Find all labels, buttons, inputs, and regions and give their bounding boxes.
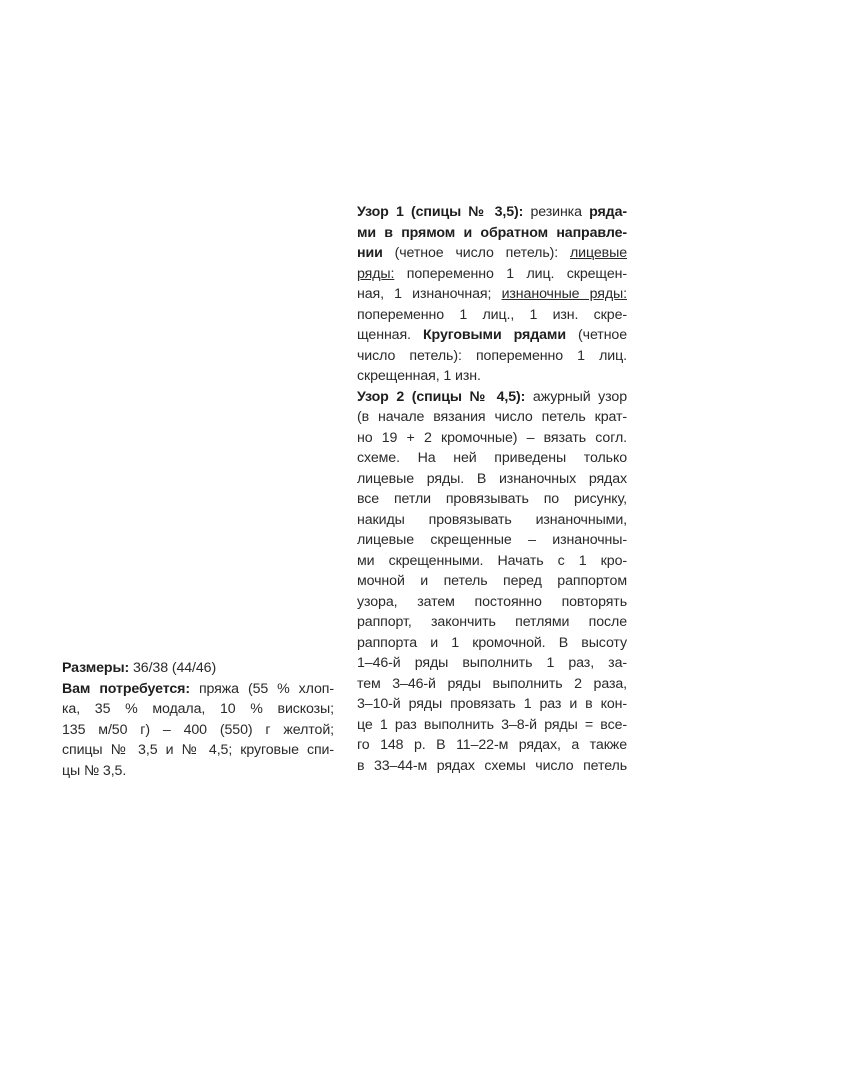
pattern2-line-16: 3–10-й ряды провязать 1 раз и в кон-	[357, 696, 627, 712]
sizes-label: Размеры:	[62, 660, 130, 676]
pattern2-line-4: схеме. На ней приведены только	[357, 450, 627, 466]
pattern2-line-18: го 148 р. В 11–22-м рядах, а также	[357, 737, 627, 753]
wrong-side-rows-label: изнаночные ряды:	[501, 286, 627, 302]
materials-line-3: 135 м/50 г) – 400 (550) г желтой;	[62, 721, 334, 738]
pattern2-label: Узор 2 (спицы № 4,5):	[357, 388, 526, 405]
pattern2-line-9: ми скрещенными. Начать с 1 кро-	[357, 552, 627, 569]
round-rows-label: Круговыми рядами	[423, 327, 566, 343]
pattern1-line-2: ми в прямом и обратном направле-	[357, 224, 627, 241]
pattern2-line-17: це 1 раз выполнить 3–8-й ряды = все-	[357, 716, 627, 733]
materials-line-1: Вам потребуется: пряжа (55 % хлоп-	[62, 680, 334, 697]
pattern1-line-3: нии (четное число петель): лицевые	[357, 245, 627, 261]
pattern2-line-14: 1–46-й ряды выполнить 1 раз, за-	[357, 655, 627, 671]
pattern2-line-1: Узор 2 (спицы № 4,5): ажурный узор	[357, 388, 627, 405]
pattern2-line-11: узора, затем постоянно повторять	[357, 593, 627, 610]
right-side-rows-label: лицевые	[570, 245, 627, 261]
pattern2-line-12: раппорт, закончить петлями после	[357, 614, 627, 630]
pattern2-line-7: накиды провязывать изнаночными,	[357, 511, 627, 528]
pattern2-line-10: мочной и петель перед раппортом	[357, 573, 627, 589]
pattern2-line-2: (в начале вязания число петель крат-	[357, 409, 627, 425]
pattern1-line-6: попеременно 1 лиц., 1 изн. скре-	[357, 306, 627, 323]
pattern2-line-5: лицевые ряды. В изнаночных рядах	[357, 470, 627, 487]
pattern2-line-15: тем 3–46-й ряды выполнить 2 раза,	[357, 675, 627, 692]
pattern1-line-9: скрещенная, 1 изн.	[357, 368, 481, 384]
materials-line-5: цы № 3,5.	[62, 762, 127, 779]
pattern1-label: Узор 1 (спицы № 3,5):	[357, 204, 524, 220]
sizes-value: 36/38 (44/46)	[129, 660, 217, 676]
pattern2-line-3: но 19 + 2 кромочные) – вязать согл.	[357, 429, 627, 446]
materials-line-4: спицы № 3,5 и № 4,5; круговые спи-	[62, 742, 334, 758]
right-column	[357, 202, 627, 776]
pattern1-line-7: щенная. Круговыми рядами (четное	[357, 327, 628, 343]
pattern1-line-4: ряды: попеременно 1 лиц. скрещен-	[357, 265, 627, 282]
materials-label: Вам потребуется:	[62, 680, 190, 697]
materials-line-2: ка, 35 % модала, 10 % вискозы;	[62, 701, 334, 717]
pattern1-line-1: Узор 1 (спицы № 3,5): резинка ряда-	[357, 204, 627, 220]
pattern2-line-19: в 33–44-м рядах схемы число петель	[357, 757, 627, 774]
pattern1-line-8: число петель): попеременно 1 лиц.	[357, 347, 627, 364]
sizes-line	[62, 658, 334, 679]
pattern2-line-13: раппорта и 1 кромочной. В высоту	[357, 634, 627, 651]
pattern2-line-6: все петли провязывать по рисунку,	[357, 491, 627, 507]
left-column	[62, 658, 334, 781]
pattern2-line-8: лицевые скрещенные – изнаночны-	[357, 532, 627, 548]
pattern1-line-5: ная, 1 изнаночная; изнаночные ряды:	[357, 286, 627, 302]
